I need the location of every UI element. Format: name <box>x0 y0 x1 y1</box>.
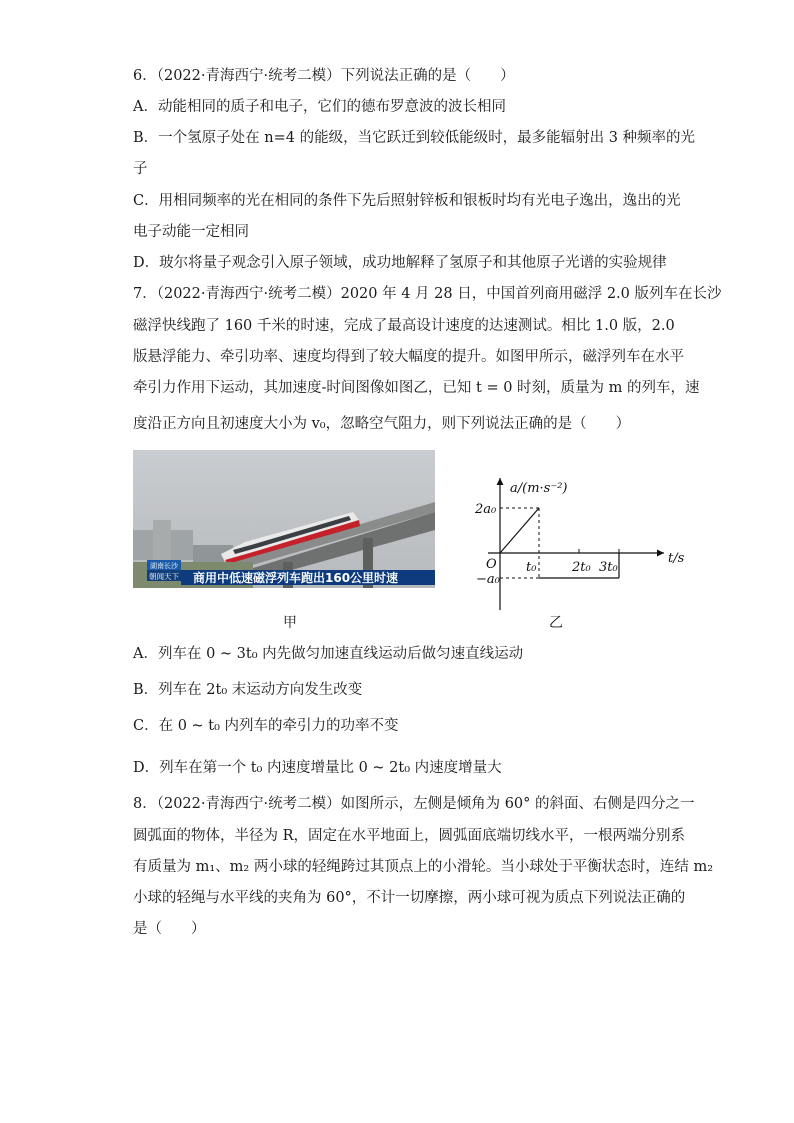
q6-option-c-line2: 电子动能一定相同 <box>133 224 249 240</box>
q7-stem-line1: 7．（2022·青海西宁·统考二模）2020 年 4 月 28 日，中国首列商用磁浮 2.0 版列车在长沙 <box>133 286 722 302</box>
q7-stem-line2: 磁浮快线跑了 160 千米的时速，完成了最高设计速度的达速测试。相比 1.0 版，2.0 <box>133 318 675 334</box>
graph-ramp-segment <box>500 508 539 553</box>
photo-caption-text: 商用中低速磁浮列车跑出160公里时速 <box>193 571 399 585</box>
q6-option-a: A．动能相同的质子和电子，它们的德布罗意波的波长相同 <box>133 99 506 115</box>
q7-stem-line4: 牵引力作用下运动，其加速度-时间图像如图乙，已知 t = 0 时刻，质量为 m 的列车，速 <box>133 380 700 396</box>
y-tick-2a0: 2a₀ <box>475 502 497 517</box>
q7-option-a: A．列车在 0 ~ 3t₀ 内先做匀加速直线运动后做匀速直线运动 <box>133 646 524 662</box>
q8-stem-line4: 小球的轻绳与水平线的夹角为 60°，不计一切摩擦，两小球可视为质点下列说法正确的 <box>133 890 686 906</box>
x-tick-3t0: 3t₀ <box>599 560 618 575</box>
figure-b-label: 乙 <box>549 615 563 631</box>
figure-a-label: 甲 <box>283 615 297 631</box>
q6-option-b-line1: B．一个氢原子处在 n=4 的能级，当它跃迁到较低能级时，最多能辐射出 3 种频率的光 <box>133 130 696 146</box>
photo-tag-bottom: 朝闻天下 <box>149 572 179 581</box>
y-tick-neg-a0: −a₀ <box>476 572 500 587</box>
q8-stem-line2: 圆弧面的物体，半径为 R，固定在水平地面上，圆弧面底端切线水平，一根两端分别系 <box>133 828 686 844</box>
q7-option-d: D．列车在第一个 t₀ 内速度增量比 0 ~ 2t₀ 内速度增量大 <box>133 760 502 776</box>
q8-stem-line3: 有质量为 m₁、m₂ 两小球的轻绳跨过其顶点上的小滑轮。当小球处于平衡状态时，连结 m₂ <box>133 859 714 875</box>
q6-stem: 6．（2022·青海西宁·统考二模）下列说法正确的是（ ） <box>133 68 515 84</box>
x-tick-2t0: 2t₀ <box>572 560 591 575</box>
photo-tag-top: 湖南长沙 <box>150 562 178 570</box>
origin-label: O <box>486 557 497 572</box>
acceleration-time-graph <box>448 470 685 614</box>
q7-option-b: B．列车在 2t₀ 末运动方向发生改变 <box>133 682 363 698</box>
y-axis-label: a/(m·s⁻²) <box>510 481 568 496</box>
q7-option-c: C．在 0 ~ t₀ 内列车的牵引力的功率不变 <box>133 718 399 734</box>
maglev-train-photo <box>133 450 435 588</box>
q6-option-c-line1: C．用相同频率的光在相同的条件下先后照射锌板和银板时均有光电子逸出，逸出的光 <box>133 193 681 209</box>
q7-stem-line3: 版悬浮能力、牵引功率、速度均得到了较大幅度的提升。如图甲所示，磁浮列车在水平 <box>133 349 684 365</box>
x-axis-label: t/s <box>668 551 685 566</box>
q7-stem-line5: 度沿正方向且初速度大小为 v₀，忽略空气阻力，则下列说法正确的是（ ） <box>133 416 631 432</box>
q6-option-d: D．玻尔将量子观念引入原子领域，成功地解释了氢原子和其他原子光谱的实验规律 <box>133 255 667 271</box>
q8-stem-line5: 是（ ） <box>133 921 206 937</box>
x-tick-t0: t₀ <box>526 560 537 575</box>
q8-stem-line1: 8．（2022·青海西宁·统考二模）如图所示，左侧是倾角为 60° 的斜面、右侧是四分之一 <box>133 796 695 812</box>
q6-option-b-line2: 子 <box>133 161 148 177</box>
